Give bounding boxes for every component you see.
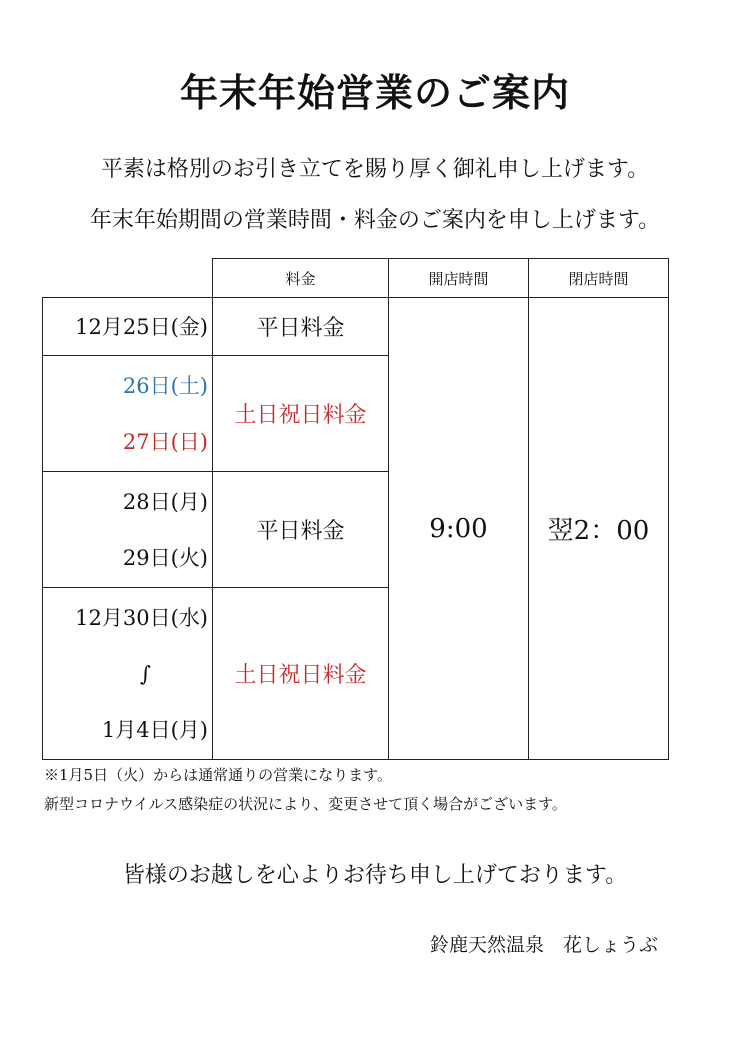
- date-label: 12月30日(水): [75, 605, 208, 630]
- open-time-cell: 9:00: [389, 298, 529, 760]
- fee-cell: 平日料金: [213, 472, 389, 588]
- date-label: 12月25日(金): [75, 314, 208, 339]
- header-close-time: 閉店時間: [529, 259, 669, 298]
- header-row: [43, 259, 669, 298]
- date-label-saturday: 26日(土): [122, 373, 208, 398]
- page-title: 年末年始営業のご案内: [179, 71, 570, 115]
- intro-line-2: 年末年始期間の営業時間・料金のご案内を申し上げます。: [89, 208, 661, 233]
- header-fee: 料金: [213, 259, 389, 298]
- date-cell: [43, 588, 213, 760]
- header-open-time: 開店時間: [389, 259, 529, 298]
- date-cell: [43, 298, 213, 356]
- fee-cell: 平日料金: [213, 298, 389, 356]
- header-blank-cell: [43, 259, 213, 298]
- fee-cell-weekend: 土日祝日料金: [213, 356, 389, 472]
- schedule-table: [42, 258, 669, 760]
- date-cell: [43, 356, 213, 472]
- close-time-cell: 翌2：00: [529, 298, 669, 760]
- date-label: 28日(月): [122, 489, 208, 514]
- signature: 鈴鹿天然温泉 花しょうぶ: [429, 934, 658, 956]
- intro-line-1: 平素は格別のお引き立てを賜り厚く御礼申し上げます。: [100, 157, 650, 182]
- closing-message: 皆様のお越しを心よりお待ち申し上げております。: [122, 863, 628, 888]
- date-label-sunday: 27日(日): [122, 429, 208, 454]
- date-label: 1月4日(月): [101, 717, 208, 742]
- note-line-1: ※1月5日（火）からは通常通りの営業になります。: [44, 766, 392, 784]
- note-line-2: 新型コロナウイルス感染症の状況により、変更させて頂く場合がございます。: [44, 795, 567, 813]
- date-range-mark: ∫: [140, 661, 151, 686]
- table-row: [43, 298, 669, 356]
- date-cell: [43, 472, 213, 588]
- fee-cell-weekend: 土日祝日料金: [213, 588, 389, 760]
- date-label: 29日(火): [122, 545, 208, 570]
